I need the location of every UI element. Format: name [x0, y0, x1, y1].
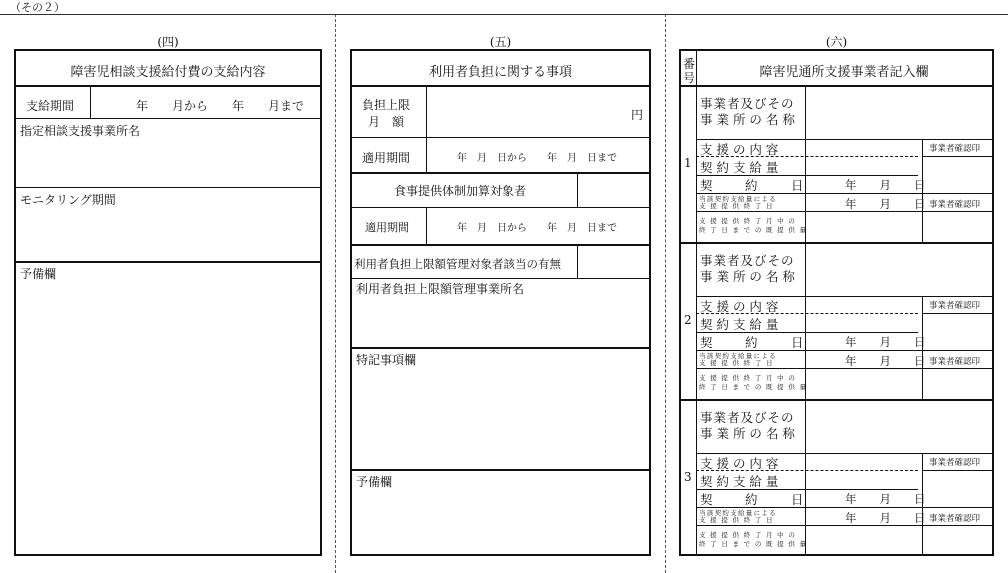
provider-label-2: 事 業 所 の 名 称 — [700, 426, 795, 441]
contract-date-label-1: 契 — [700, 492, 713, 507]
yen-unit: 円 — [630, 108, 643, 122]
contractor-entry — [681, 85, 992, 242]
service-content-label: 支 援 の 内 容 — [700, 299, 779, 314]
provider-label-2: 事 業 所 の 名 称 — [700, 269, 795, 284]
contract-date-label-2: 約 — [745, 492, 758, 507]
end-date-label-2: 支 援 提 供 終 了 日 — [699, 202, 774, 210]
contract-date-value: 年 月 日 — [845, 335, 926, 349]
provided-amount-label-1: 支 援 提 供 終 了 月 中 の — [699, 217, 797, 225]
end-date-value: 年 月 日 — [845, 354, 926, 368]
provider-label-1: 事業者及びその — [700, 410, 795, 425]
provider-label-2: 事 業 所 の 名 称 — [700, 112, 795, 127]
service-content-label: 支 援 の 内 容 — [700, 142, 779, 157]
contract-amount-label: 契 約 支 給 量 — [700, 160, 779, 175]
entry-number: 1 — [684, 156, 692, 170]
section-four-frame — [14, 49, 322, 556]
page-label: （その２） — [10, 1, 65, 14]
provided-amount-label-2: 終 了 日 ま で の 既 提 供 量 — [699, 540, 808, 548]
confirm-seal-label: 事業者確認印 — [929, 144, 981, 154]
special-notes-label: 特記事項欄 — [356, 353, 417, 367]
section-five-frame — [350, 49, 651, 556]
top-rule — [0, 14, 1008, 15]
meal-provision-label: 食事提供体制加算対象者 — [394, 184, 527, 198]
section-six-frame — [679, 49, 994, 556]
designated-office-label: 指定相談支援事業所名 — [20, 124, 141, 138]
contract-amount-label: 契 約 支 給 量 — [700, 317, 779, 332]
number-header-1: 番 — [683, 57, 696, 71]
contract-date-label-2: 約 — [745, 178, 758, 193]
support-period-label: 支給期間 — [26, 99, 75, 113]
section-four-title: 障害児相談支援給付費の支給内容 — [70, 65, 266, 80]
service-content-label: 支 援 の 内 容 — [700, 456, 779, 471]
section-six-title: 障害児通所支援事業者記入欄 — [759, 65, 929, 80]
applicable-period-value: 年 月 日から 年 月 日まで — [457, 153, 617, 164]
contract-date-label-3: 日 — [791, 335, 804, 350]
provider-label-1: 事業者及びその — [700, 96, 795, 111]
end-date-label-2: 支 援 提 供 終 了 日 — [699, 359, 774, 367]
column-divider — [335, 14, 336, 573]
confirm-seal-label: 事業者確認印 — [929, 301, 981, 311]
end-date-value: 年 月 日 — [845, 197, 926, 211]
section-six-number: (六) — [825, 35, 848, 49]
confirm-seal-label: 事業者確認印 — [929, 514, 981, 524]
contract-date-value: 年 月 日 — [845, 492, 926, 506]
applicable-period-label: 適用期間 — [362, 151, 411, 165]
contract-date-label-2: 約 — [745, 335, 758, 350]
section-four-number: (四) — [157, 35, 179, 49]
contract-date-label-3: 日 — [791, 492, 804, 507]
end-date-label-1: 当該契約支給量による — [699, 509, 777, 517]
provider-label-1: 事業者及びその — [700, 253, 795, 268]
contract-date-value: 年 月 日 — [845, 178, 926, 192]
reserve-label: 予備欄 — [20, 267, 57, 281]
confirm-seal-label: 事業者確認印 — [929, 200, 981, 210]
contract-amount-label: 契 約 支 給 量 — [700, 474, 779, 489]
provided-amount-label-1: 支 援 提 供 終 了 月 中 の — [699, 374, 797, 382]
section-five-number: (五) — [489, 35, 512, 49]
end-date-label-1: 当該契約支給量による — [699, 195, 777, 203]
contractor-entry — [681, 242, 992, 399]
confirm-seal-label: 事業者確認印 — [929, 458, 981, 468]
entry-number: 2 — [684, 313, 692, 327]
end-date-label-1: 当該契約支給量による — [699, 352, 777, 360]
limit-label-1: 負担上限 — [362, 98, 411, 112]
contract-date-label-1: 契 — [700, 178, 713, 193]
provided-amount-label-2: 終 了 日 ま で の 既 提 供 量 — [699, 383, 808, 391]
support-period-value: 年 月から 年 月まで — [136, 99, 305, 113]
limit-management-office-label: 利用者負担上限額管理事業所名 — [356, 282, 525, 296]
limit-label-2: 月 額 — [368, 115, 405, 129]
provided-amount-label-1: 支 援 提 供 終 了 月 中 の — [699, 531, 797, 539]
reserve-label: 予備欄 — [356, 475, 393, 489]
number-header-2: 号 — [683, 71, 696, 85]
applicable-period-label-2: 適用期間 — [365, 221, 409, 234]
limit-management-target-label: 利用者負担上限額管理対象者該当の有無 — [354, 257, 561, 271]
monitoring-period-label: モニタリング期間 — [20, 193, 116, 207]
confirm-seal-label: 事業者確認印 — [929, 357, 981, 367]
end-date-label-2: 支 援 提 供 終 了 日 — [699, 516, 774, 524]
provided-amount-label-2: 終 了 日 ま で の 既 提 供 量 — [699, 226, 808, 234]
contract-date-label-3: 日 — [791, 178, 804, 193]
end-date-value: 年 月 日 — [845, 511, 926, 525]
contractor-entry — [681, 399, 992, 556]
contract-date-label-1: 契 — [700, 335, 713, 350]
applicable-period-value-2: 年 月 日から 年 月 日まで — [457, 223, 617, 234]
section-five-title: 利用者負担に関する事項 — [428, 65, 572, 80]
column-divider — [665, 14, 666, 573]
entry-number: 3 — [684, 470, 692, 484]
